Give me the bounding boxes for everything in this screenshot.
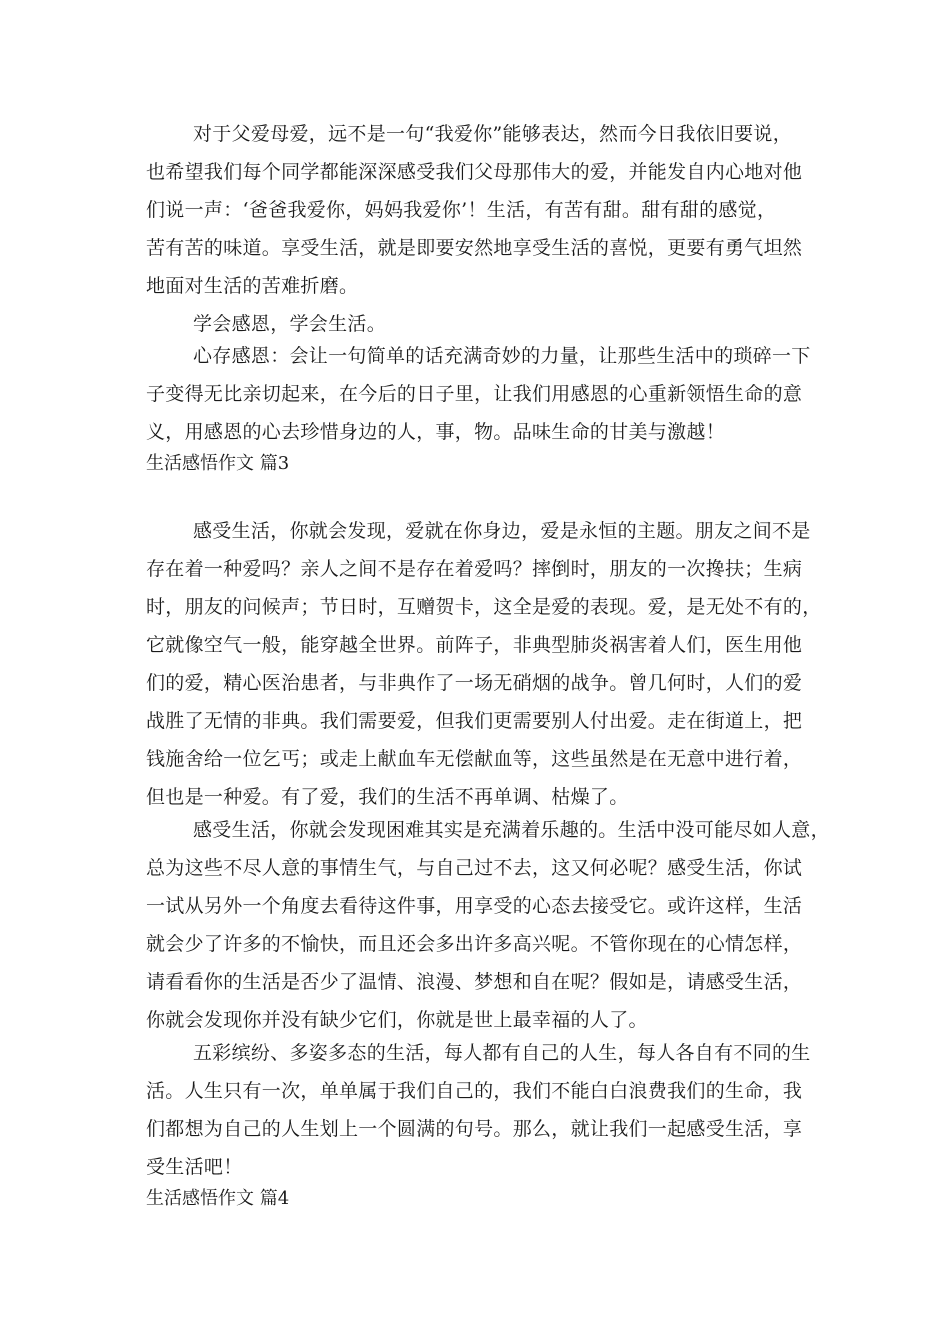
text-line: 义，用感恩的心去珍惜身边的人，事，物。品味生命的甘美与激越！ bbox=[146, 421, 726, 443]
text-line: 就会少了许多的不愉快，而且还会多出许多高兴呢。不管你现在的心情怎样， bbox=[146, 933, 803, 955]
text-line: 们都想为自己的人生划上一个圆满的句号。那么，就让我们一起感受生活，享 bbox=[146, 1118, 803, 1140]
section-heading: 生活感悟作文 篇3 bbox=[146, 453, 290, 474]
text-line: 受生活吧！ bbox=[146, 1156, 243, 1178]
text-line: 活。人生只有一次，单单属于我们自己的，我们不能白白浪费我们的生命，我 bbox=[146, 1080, 803, 1102]
text-line: 苦有苦的味道。享受生活，就是即要安然地享受生活的喜悦，更要有勇气坦然 bbox=[146, 237, 803, 259]
text-line: 时，朋友的问候声；节日时，互赠贺卡，这全是爱的表现。爱，是无处不有的， bbox=[146, 596, 822, 618]
text-line: 战胜了无情的非典。我们需要爱，但我们更需要别人付出爱。走在街道上，把 bbox=[146, 710, 803, 732]
text-line: 请看看你的生活是否少了温情、浪漫、梦想和自在呢？假如是，请感受生活， bbox=[146, 971, 803, 993]
text-line: 但也是一种爱。有了爱，我们的生活不再单调、枯燥了。 bbox=[146, 786, 629, 808]
text-line: 们说一声：‘爸爸我爱你，妈妈我爱你’！生活，有苦有甜。甜有甜的感觉， bbox=[146, 199, 777, 221]
text-line: 感受生活，你就会发现，爱就在你身边，爱是永恒的主题。朋友之间不是 bbox=[193, 520, 811, 542]
text-line: 五彩缤纷、多姿多态的生活，每人都有自己的人生，每人各自有不同的生 bbox=[193, 1042, 811, 1064]
text-line: 子变得无比亲切起来，在今后的日子里，让我们用感恩的心重新领悟生命的意 bbox=[146, 383, 803, 405]
text-line: 们的爱，精心医治患者，与非典作了一场无硝烟的战争。曾几何时，人们的爱 bbox=[146, 672, 803, 694]
text-line: 感受生活，你就会发现困难其实是充满着乐趣的。生活中没可能尽如人意， bbox=[193, 819, 830, 841]
text-line: 地面对生活的苦难折磨。 bbox=[146, 275, 359, 297]
section-heading: 生活感悟作文 篇4 bbox=[146, 1188, 290, 1209]
text-line: 钱施舍给一位乞丐；或走上献血车无偿献血等，这些虽然是在无意中进行着， bbox=[146, 748, 803, 770]
text-line: 心存感恩：会让一句简单的话充满奇妙的力量，让那些生活中的琐碎一下 bbox=[193, 345, 811, 367]
text-line: 学会感恩，学会生活。 bbox=[193, 313, 387, 335]
text-line: 存在着一种爱吗？亲人之间不是存在着爱吗？摔倒时，朋友的一次搀扶；生病 bbox=[146, 558, 803, 580]
text-line: 也希望我们每个同学都能深深感受我们父母那伟大的爱，并能发自内心地对他 bbox=[146, 161, 803, 183]
text-line: 你就会发现你并没有缺少它们，你就是世上最幸福的人了。 bbox=[146, 1009, 648, 1031]
text-line: 对于父爱母爱，远不是一句“我爱你”能够表达，然而今日我依旧要说， bbox=[193, 123, 793, 145]
text-line: 总为这些不尽人意的事情生气，与自己过不去，这又何必呢？感受生活，你试 bbox=[146, 857, 803, 879]
text-line: 它就像空气一般，能穿越全世界。前阵子，非典型肺炎祸害着人们，医生用他 bbox=[146, 634, 803, 656]
text-line: 一试从另外一个角度去看待这件事，用享受的心态去接受它。或许这样，生活 bbox=[146, 895, 803, 917]
